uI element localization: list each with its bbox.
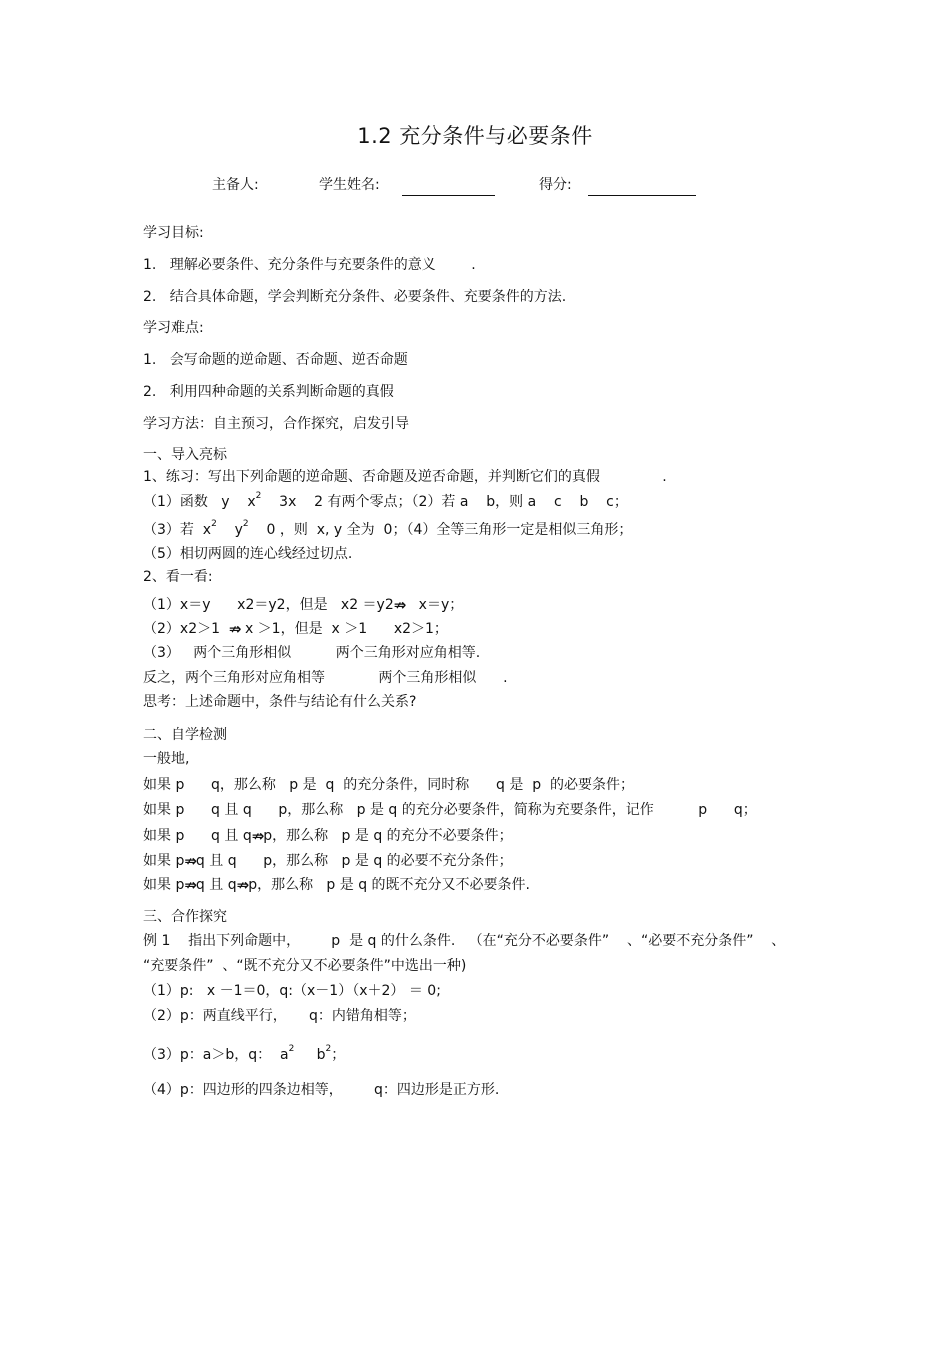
difficulty-item-2: 2. 利用四种命题的关系判断命题的真假 — [143, 384, 394, 400]
not-implies-icon: ⇏ — [236, 876, 249, 894]
not-implies-icon: ⇏ — [393, 596, 406, 614]
difficulty-item-1: 1. 会写命题的逆命题、否命题、逆否命题 — [143, 352, 408, 368]
section-3-heading: 三、合作探究 — [143, 909, 227, 925]
example-1-line-1: 例 1 指出下列命题中， p 是 q 的什么条件. （在“充分不必要条件” 、“必要不充分条件” 、 — [143, 933, 786, 949]
goal-item-2: 2. 结合具体命题，学会判断充分条件、必要条件、充要条件的方法. — [143, 289, 567, 305]
score-blank[interactable] — [588, 195, 696, 196]
definition-5: 如果 p⇏q 且 q⇏p，那么称 p 是 q 的既不充分又不必要条件. — [143, 876, 530, 894]
problem-5: （5）相切两圆的连心线经过切点. — [143, 546, 353, 562]
not-implies-icon: ⇏ — [184, 852, 196, 870]
goals-heading: 学习目标: — [143, 225, 204, 241]
preparer-label: 主备人: — [212, 177, 259, 193]
question-2: （2）p：两直线平行， q：内错角相等； — [143, 1008, 416, 1024]
score-label: 得分: — [539, 177, 572, 193]
look-item-2: （2）x2＞1 ⇏ x ＞1，但是 x ＞1 x2＞1； — [143, 620, 448, 638]
question-4: （4）p：四边形的四条边相等， q：四边形是正方形. — [143, 1082, 500, 1098]
look-heading: 2、看一看: — [143, 569, 213, 585]
not-implies-icon: ⇏ — [228, 620, 241, 638]
definition-1: 如果 p q，那么称 p 是 q 的充分条件，同时称 q 是 p 的必要条件； — [143, 777, 635, 793]
not-implies-icon: ⇏ — [251, 827, 264, 845]
look-item-3: （3） 两个三角形相似 两个三角形对应角相等. — [143, 645, 481, 661]
look-item-1: （1）x＝y x2＝y2，但是 x2 ＝y2⇏ x＝y； — [143, 596, 464, 614]
student-name-blank[interactable] — [402, 195, 495, 196]
section-1-heading: 一、导入亮标 — [143, 447, 227, 463]
question-1: （1）p: x －1＝0，q:（x－1）（x＋2） ＝ 0; — [143, 983, 441, 999]
not-implies-icon: ⇏ — [184, 876, 196, 894]
study-method: 学习方法：自主预习，合作探究，启发引导 — [143, 416, 409, 432]
difficulties-heading: 学习难点: — [143, 320, 204, 336]
think-question: 思考：上述命题中，条件与结论有什么关系? — [143, 694, 417, 710]
problem-3-4: （3）若 $x^2$ $y^2$ 0 ，则 x, y 全为 0；（4）全等三角形一定是相似三角形； — [143, 519, 633, 538]
student-name-label: 学生姓名: — [319, 177, 380, 193]
problem-1-2: （1）函数 y $x^2$ 3x 2 有两个零点；（2）若 a b，则 a c b c； — [143, 491, 628, 510]
definition-2: 如果 p q 且 q p，那么称 p 是 q 的充分必要条件，简称为充要条件，记作 p q； — [143, 802, 757, 818]
page-title: 1.2 充分条件与必要条件 — [357, 124, 593, 148]
goal-item-1: 1. 理解必要条件、充分条件与充要条件的意义 . — [143, 257, 476, 273]
general-intro: 一般地, — [143, 751, 190, 767]
look-item-4: 反之，两个三角形对应角相等 两个三角形相似 . — [143, 670, 508, 686]
section-2-heading: 二、自学检测 — [143, 727, 227, 743]
definition-3: 如果 p q 且 q⇏p，那么称 p 是 q 的充分不必要条件； — [143, 827, 513, 845]
example-1-line-2: “充要条件” 、“既不充分又不必要条件”中选出一种) — [143, 958, 467, 974]
question-3: （3）p：a＞b，q： $a^2$ $b^2$； — [143, 1044, 346, 1063]
definition-4: 如果 p⇏q 且 q p，那么称 p 是 q 的必要不充分条件； — [143, 852, 513, 870]
practice-instruction: 1、练习：写出下列命题的逆命题、否命题及逆否命题，并判断它们的真假 . — [143, 469, 667, 485]
